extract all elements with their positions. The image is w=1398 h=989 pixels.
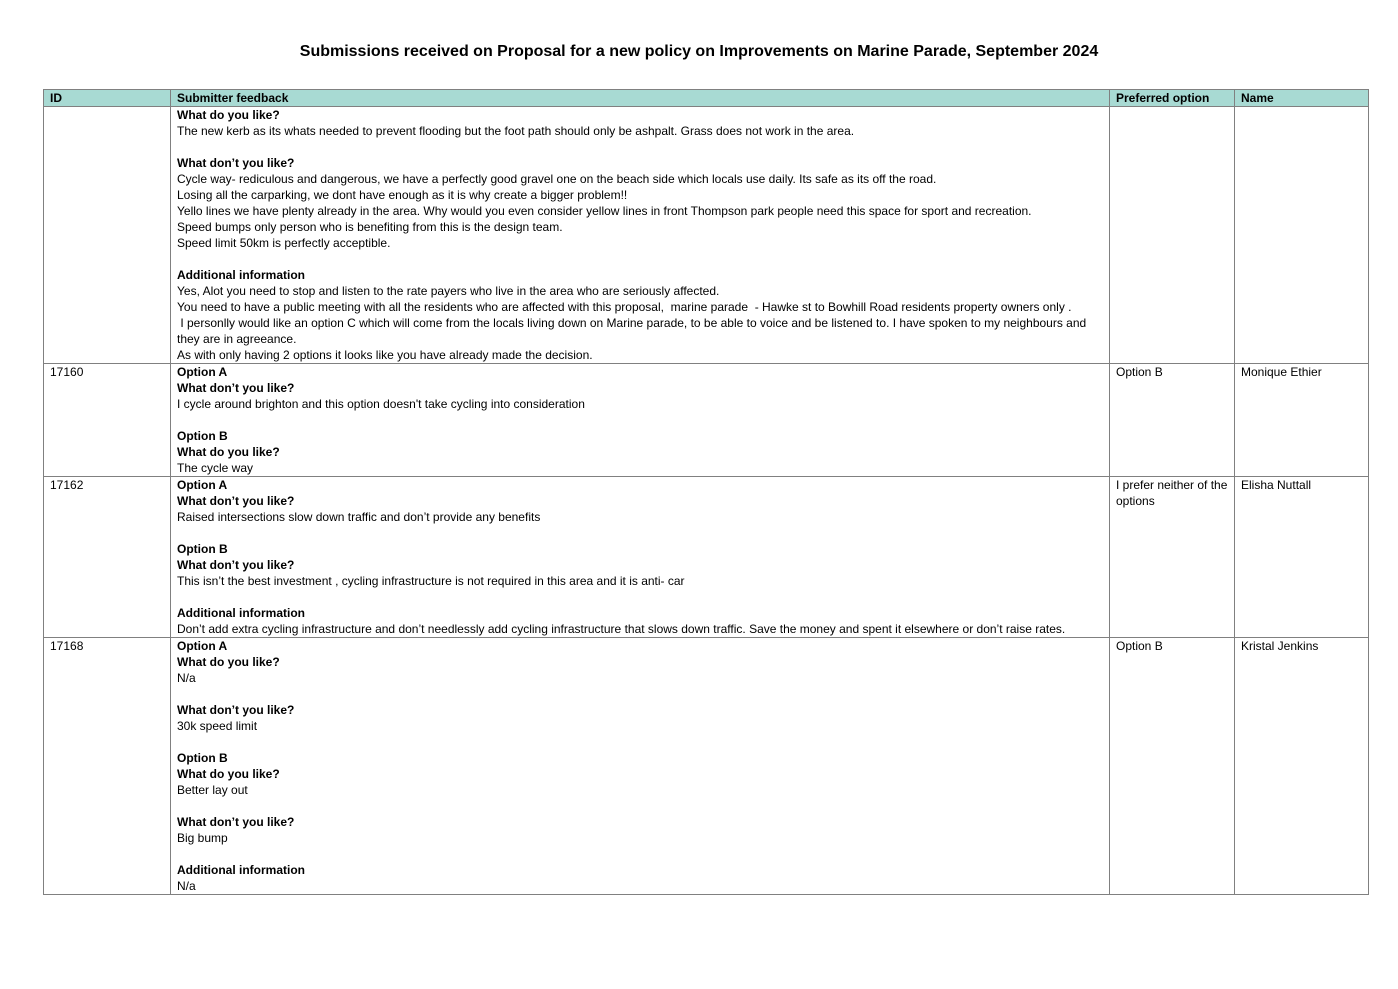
feedback-spacer — [177, 589, 1103, 605]
feedback-text: Yello lines we have plenty already in the area. Why would you even consider yellow lines in front Thompson park people need this space for sport and recreation. — [177, 204, 1032, 218]
feedback-heading: Additional information — [177, 268, 305, 282]
feedback-heading: Option B — [177, 429, 228, 443]
feedback-text: I cycle around brighton and this option doesn't take cycling into consideration — [177, 397, 585, 411]
feedback-text: You need to have a public meeting with all the residents who are affected with this proposal, marine parade - Hawke st to Bowhill Road residents property owners only . — [177, 300, 1072, 314]
feedback-text: Yes, Alot you need to stop and listen to the rate payers who live in the area who are seriously affected. — [177, 284, 720, 298]
feedback-text: Big bump — [177, 831, 228, 845]
feedback-heading: What don’t you like? — [177, 558, 295, 572]
feedback-heading: What do you like? — [177, 767, 280, 781]
feedback-text: This isn’t the best investment , cycling infrastructure is not required in this area and it is anti- car — [177, 574, 685, 588]
feedback-heading: Option B — [177, 751, 228, 765]
feedback-heading: Additional information — [177, 606, 305, 620]
preferred-option: I prefer neither of the options — [1110, 477, 1235, 638]
submitter-feedback — [171, 107, 1110, 364]
submitter-feedback — [171, 364, 1110, 477]
feedback-heading: Additional information — [177, 863, 305, 877]
feedback-spacer — [177, 798, 1103, 814]
submitter-feedback — [171, 477, 1110, 638]
feedback-text: Speed bumps only person who is benefiting from this is the design team. — [177, 220, 563, 234]
feedback-heading: What do you like? — [177, 108, 280, 122]
feedback-spacer — [177, 139, 1103, 155]
feedback-text: N/a — [177, 671, 196, 685]
feedback-spacer — [177, 412, 1103, 428]
feedback-text: Losing all the carparking, we dont have enough as it is why create a bigger problem!! — [177, 188, 628, 202]
submitter-name: Elisha Nuttall — [1235, 477, 1369, 638]
table-row — [44, 477, 1369, 638]
submissions-table — [43, 89, 1369, 895]
feedback-spacer — [177, 251, 1103, 267]
feedback-spacer — [177, 846, 1103, 862]
feedback-heading: What don’t you like? — [177, 381, 295, 395]
submitter-feedback — [171, 638, 1110, 895]
feedback-text: 30k speed limit — [177, 719, 258, 733]
feedback-heading: What do you like? — [177, 445, 280, 459]
feedback-text: Cycle way- rediculous and dangerous, we have a perfectly good gravel one on the beach side which locals use daily. Its safe as its off the road. — [177, 172, 937, 186]
feedback-heading: What do you like? — [177, 655, 280, 669]
submission-id: 17160 — [44, 364, 171, 477]
table-row — [44, 364, 1369, 477]
preferred-option — [1110, 107, 1235, 364]
submission-id: 17162 — [44, 477, 171, 638]
feedback-heading: Option A — [177, 478, 228, 492]
page-title: Submissions received on Proposal for a new policy on Improvements on Marine Parade, September 2024 — [299, 43, 1099, 60]
submitter-name: Monique Ethier — [1235, 364, 1369, 477]
feedback-text: N/a — [177, 879, 196, 893]
feedback-text: Speed limit 50km is perfectly acceptible. — [177, 236, 391, 250]
submission-id: 17168 — [44, 638, 171, 895]
header-submitter-feedback: Submitter feedback — [171, 90, 1110, 107]
feedback-text: Don’t add extra cycling infrastructure and don’t needlessly add cycling infrastructure that slows down traffic. Save the money and spent it elsewhere or don’t raise rates. — [177, 622, 1066, 636]
feedback-text: The new kerb as its whats needed to prevent flooding but the foot path should only be ashpalt. Grass does not work in the area. — [177, 124, 855, 138]
submitter-name — [1235, 107, 1369, 364]
table-row — [44, 638, 1369, 895]
feedback-text: The cycle way — [177, 461, 254, 475]
feedback-text: I personlly would like an option C which will come from the locals living down on Marine parade, to be able to voice and be listened to. I have spoken to my neighbours and they are in agreeance. — [177, 316, 1090, 346]
feedback-text: As with only having 2 options it looks like you have already made the decision. — [177, 348, 593, 362]
table-body — [44, 107, 1369, 895]
header-id: ID — [44, 90, 171, 107]
feedback-heading: What don’t you like? — [177, 815, 295, 829]
preferred-option: Option B — [1110, 364, 1235, 477]
table-row — [44, 107, 1369, 364]
feedback-spacer — [177, 525, 1103, 541]
header-name: Name — [1235, 90, 1369, 107]
feedback-text: Raised intersections slow down traffic and don’t provide any benefits — [177, 510, 541, 524]
feedback-spacer — [177, 686, 1103, 702]
header-preferred-option: Preferred option — [1110, 90, 1235, 107]
feedback-text: Better lay out — [177, 783, 248, 797]
feedback-heading: Option A — [177, 365, 228, 379]
feedback-heading: Option B — [177, 542, 228, 556]
feedback-heading: What don’t you like? — [177, 494, 295, 508]
table-header-row — [44, 90, 1369, 107]
preferred-option: Option B — [1110, 638, 1235, 895]
submitter-name: Kristal Jenkins — [1235, 638, 1369, 895]
feedback-spacer — [177, 734, 1103, 750]
feedback-heading: What don’t you like? — [177, 703, 295, 717]
feedback-heading: Option A — [177, 639, 228, 653]
feedback-heading: What don’t you like? — [177, 156, 295, 170]
submission-id — [44, 107, 171, 364]
